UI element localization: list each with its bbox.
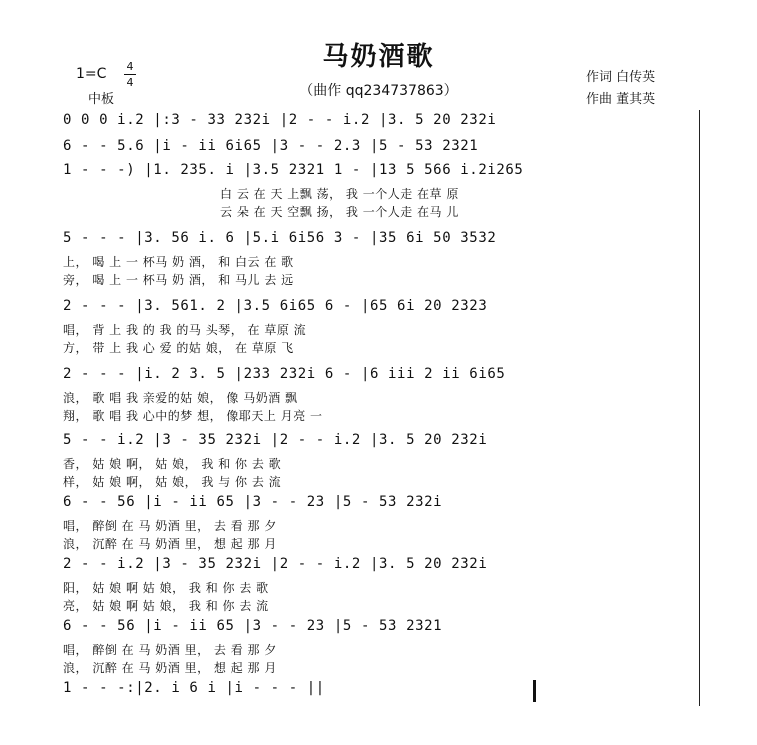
- lyric-verse-2: 翔， 歌 唱 我 心中的梦 想， 像耶天上 月亮 一: [63, 409, 323, 423]
- lyric-verse-1: 唱， 背 上 我 的 我 的马 头琴， 在 草原 流: [63, 323, 307, 337]
- notation-row: 0 0 0 i.2 |:3 - 33 232i |2 - - i.2 |3. 5 20 232i: [63, 112, 497, 128]
- score-right-edge: [699, 110, 700, 706]
- tempo-marking: 中板: [88, 92, 115, 107]
- song-subtitle: （曲作 qq234737863）: [299, 83, 458, 99]
- notation-row: 6 - - 56 |i - ii 65 |3 - - 23 |5 - 53 2321: [63, 618, 443, 634]
- meter-top: 4: [126, 60, 134, 73]
- lyric-verse-1: 阳， 姑 娘 啊 姑 娘， 我 和 你 去 歌: [63, 581, 269, 595]
- lyric-verse-1: 香， 姑 娘 啊， 姑 娘， 我 和 你 去 歌: [63, 457, 282, 471]
- final-barline: [533, 680, 536, 702]
- lyricist-credit: 作词 白传英: [586, 70, 656, 85]
- lyric-verse-2: 亮， 姑 娘 啊 姑 娘， 我 和 你 去 流: [63, 599, 269, 613]
- lyric-verse-2: 浪， 沉醉 在 马 奶酒 里， 想 起 那 月: [63, 661, 277, 675]
- notation-row: 2 - - - |i. 2 3. 5 |233 232i 6 - |6 iii 2 ii 6i65: [63, 366, 506, 382]
- meter-divider: [124, 74, 136, 75]
- notation-row: 1 - - -) |1. 235. i |3.5 2321 1 - |13 5 566 i.2i265: [63, 162, 524, 178]
- notation-row: 6 - - 5.6 |i - ii 6i65 |3 - - 2.3 |5 - 53 2321: [63, 138, 479, 154]
- notation-row: 2 - - i.2 |3 - 35 232i |2 - - i.2 |3. 5 20 232i: [63, 556, 488, 572]
- notation-row: 5 - - - |3. 56 i. 6 |5.i 6i56 3 - |35 6i 50 3532: [63, 230, 497, 246]
- notation-row: 5 - - i.2 |3 - 35 232i |2 - - i.2 |3. 5 20 232i: [63, 432, 488, 448]
- song-title: 马奶酒歌: [322, 42, 435, 72]
- notation-row: 1 - - -:|2. i 6 i |i - - - ||: [63, 680, 325, 696]
- notation-row: 6 - - 56 |i - ii 65 |3 - - 23 |5 - 53 232i: [63, 494, 443, 510]
- lyric-verse-2: 云 朵 在 天 空飘 扬， 我 一个人走 在马 儿: [220, 205, 459, 219]
- lyric-verse-1: 唱， 醉倒 在 马 奶酒 里， 去 看 那 夕: [63, 519, 277, 533]
- lyric-verse-1: 白 云 在 天 上飘 荡， 我 一个人走 在草 原: [220, 187, 459, 201]
- meter-bottom: 4: [126, 76, 134, 89]
- notation-row: 2 - - - |3. 561. 2 |3.5 6i65 6 - |65 6i 20 2323: [63, 298, 488, 314]
- lyric-verse-2: 浪， 沉醉 在 马 奶酒 里， 想 起 那 月: [63, 537, 277, 551]
- lyric-verse-1: 上， 喝 上 一 杯马 奶 酒， 和 白云 在 歌: [63, 255, 294, 269]
- time-signature: [124, 60, 136, 89]
- lyric-verse-1: 唱， 醉倒 在 马 奶酒 里， 去 看 那 夕: [63, 643, 277, 657]
- lyric-verse-2: 旁， 喝 上 一 杯马 奶 酒， 和 马儿 去 远: [63, 273, 294, 287]
- lyric-verse-2: 样， 姑 娘 啊， 姑 娘， 我 与 你 去 流: [63, 475, 282, 489]
- lyric-verse-1: 浪， 歌 唱 我 亲爱的姑 娘， 像 马奶酒 飘: [63, 391, 298, 405]
- lyric-verse-2: 方， 带 上 我 心 爱 的姑 娘， 在 草原 飞: [63, 341, 294, 355]
- key-signature: 1=C: [76, 66, 107, 82]
- composer-credit: 作曲 董其英: [586, 92, 656, 107]
